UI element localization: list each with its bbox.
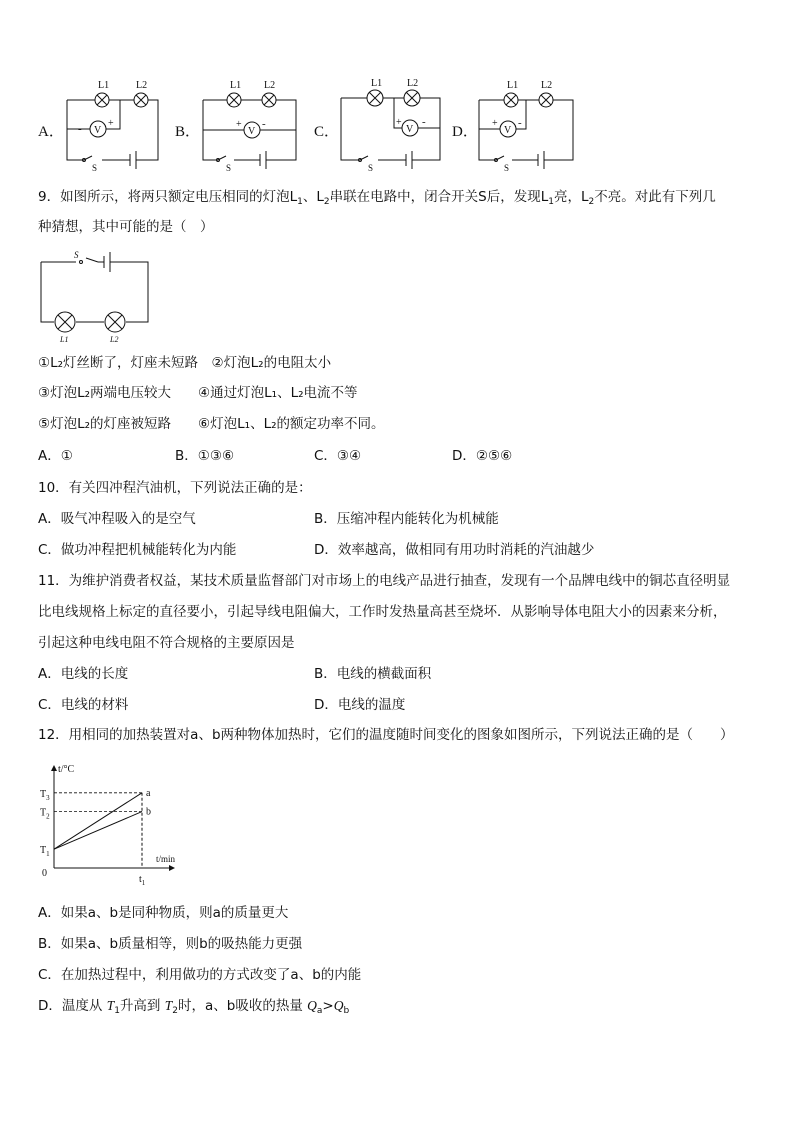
switch-label: S (74, 250, 79, 260)
series-line-a (54, 793, 142, 849)
plus-sign: + (108, 118, 114, 129)
q9-stem-line2: 种猜想，其中可能的是（ ） (38, 219, 214, 235)
q9-circuit-figure (36, 250, 156, 345)
x-axis-label: t/min (156, 854, 176, 864)
svg-text:+: + (492, 118, 498, 129)
q9-guess-5-6: ⑤灯泡L₂的灯座被短路 ⑥灯泡L₁、L₂的额定功率不同。 (38, 416, 385, 432)
q8-circuit-a (62, 80, 182, 173)
q12-option-c[interactable]: C．在加热过程中，利用做功的方式改变了a、b的内能 (38, 967, 362, 983)
svg-text:L1: L1 (371, 78, 383, 89)
q11-option-b[interactable]: B．电线的横截面积 (314, 666, 432, 682)
svg-text:-: - (518, 117, 522, 129)
q8-circuit-d (474, 80, 584, 173)
svg-text:L2: L2 (407, 78, 419, 89)
svg-text:L2: L2 (541, 80, 553, 91)
svg-text:S: S (226, 163, 232, 173)
svg-text:S: S (368, 163, 374, 173)
svg-text:S: S (504, 163, 510, 173)
voltmeter-label: V (94, 125, 102, 136)
q8-option-c-label[interactable]: C． (314, 124, 340, 140)
q12-option-b[interactable]: B．如果a、b质量相等，则b的吸热能力更强 (38, 936, 303, 952)
origin-label: 0 (42, 868, 47, 879)
q8-option-d-label: D． (452, 124, 478, 140)
q8-option-a-label[interactable]: A． (38, 124, 64, 140)
y-axis-label: t/°C (58, 764, 75, 775)
q10-option-d[interactable]: D．效率越高，做相同有用功时消耗的汽油越少 (314, 542, 595, 558)
q11-stem-line2: 比电线规格上标定的直径要小，引起导线电阻偏大，工作时发热量高甚至烧坏．从影响导体电阻大小的因素来分析， (38, 604, 727, 620)
q10-option-a[interactable]: A．吸气冲程吸入的是空气 (38, 511, 196, 527)
minus-sign: - (78, 123, 82, 135)
q11-stem-line3: 引起这种电线电阻不符合规格的主要原因是 (38, 635, 295, 651)
q9-guess-1-2: ①L₂灯丝断了，灯座未短路 ②灯泡L₂的电阻太小 (38, 355, 332, 371)
svg-text:+: + (396, 117, 402, 128)
q10-option-b[interactable]: B．压缩冲程内能转化为机械能 (314, 511, 499, 527)
series-label-b: b (146, 806, 151, 818)
q8-circuit-c (336, 78, 456, 173)
svg-text:L1: L1 (230, 80, 242, 91)
svg-text:V: V (406, 124, 414, 135)
q12-stem: 12．用相同的加热装置对a、b两种物体加热时，它们的温度随时间变化的图象如图所示，下列说法正确的是（ ） (38, 727, 734, 743)
svg-text:V: V (504, 125, 512, 136)
q9-guess-3-4: ③灯泡L₂两端电压较大 ④通过灯泡L₁、L₂电流不等 (38, 385, 358, 401)
svg-text:-: - (422, 116, 426, 128)
q9-option-a[interactable]: A．① (38, 448, 73, 464)
lamp1-label: L1 (60, 335, 69, 344)
q10-option-c[interactable]: C．做功冲程把机械能转化为内能 (38, 542, 237, 558)
lamp2-label: L2 (136, 80, 148, 91)
x-tick-t1: $t_1$ (139, 874, 146, 887)
q12-option-d[interactable]: D．温度从 $T_1$升高到 $T_2$时，a、b吸收的热量 $Q_a>Q_b$ (38, 998, 350, 1016)
y-tick-t2: $T_2$ (40, 807, 50, 821)
svg-text:V: V (248, 126, 256, 137)
series-label-a: a (146, 787, 151, 799)
q12-option-a[interactable]: A．如果a、b是同种物质，则a的质量更大 (38, 905, 289, 921)
q8-option-b-label[interactable]: B． (175, 124, 201, 140)
lamp2-label: L2 (110, 335, 119, 344)
q8-circuit-b (198, 80, 308, 173)
q10-stem: 10．有关四冲程汽油机，下列说法正确的是： (38, 480, 312, 496)
y-tick-t3: $T_3$ (40, 788, 50, 802)
series-line-b (54, 812, 142, 850)
q9-option-d[interactable]: D．②⑤⑥ (452, 448, 513, 464)
svg-text:L1: L1 (507, 80, 519, 91)
q11-option-c[interactable]: C．电线的材料 (38, 697, 129, 713)
q9-stem-line1: 9．如图所示，将两只额定电压相同的灯泡$L_1$、$L_2$串联在电路中，闭合开关S后，发现$L_1$亮，$L_2$不亮。对此有下列几 (38, 189, 716, 207)
svg-text:-: - (262, 118, 266, 130)
q11-option-a[interactable]: A．电线的长度 (38, 666, 129, 682)
y-tick-t1: $T_1$ (40, 845, 50, 859)
q11-option-d[interactable]: D．电线的温度 (314, 697, 406, 713)
q9-option-b[interactable]: B．①③⑥ (175, 448, 235, 464)
q11-stem-line1: 11．为维护消费者权益，某技术质量监督部门对市场上的电线产品进行抽查，发现有一个品牌电线中的铜芯直径明显 (38, 573, 731, 589)
svg-text:+: + (236, 119, 242, 130)
q12-temperature-time-chart (34, 758, 194, 888)
switch-label: S (92, 163, 98, 173)
lamp1-label: L1 (98, 80, 110, 91)
q9-option-c[interactable]: C．③④ (314, 448, 362, 464)
svg-text:L2: L2 (264, 80, 276, 91)
